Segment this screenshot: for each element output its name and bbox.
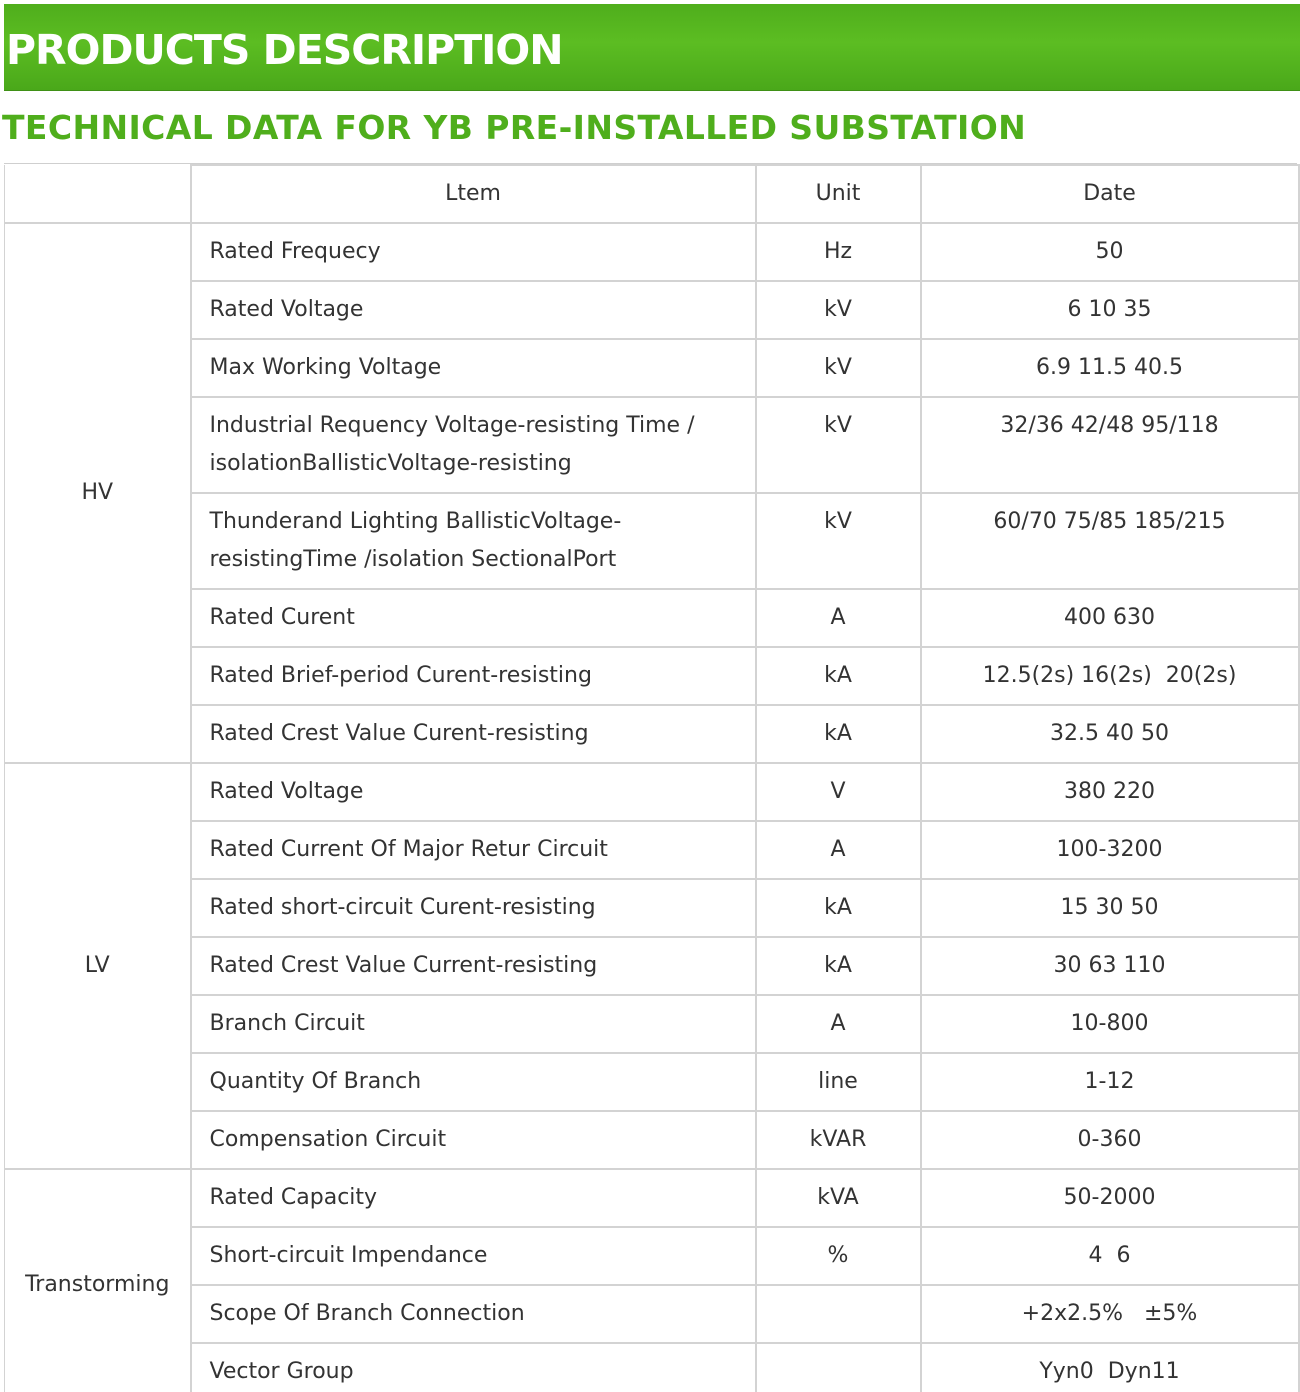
table-body: [5, 223, 1299, 1392]
table-row: [5, 647, 1299, 705]
value-cell: 380 220: [921, 763, 1299, 821]
products-banner: [4, 4, 1300, 91]
table-row: [5, 493, 1299, 589]
value-cell: +2x2.5% ±5%: [921, 1285, 1299, 1343]
unit-cell: kVAR: [756, 1111, 921, 1169]
unit-cell: [756, 1343, 921, 1392]
value-cell: 50-2000: [921, 1169, 1299, 1227]
table-row: [5, 589, 1299, 647]
item-cell: Vector Group: [191, 1343, 756, 1392]
value-cell: 60/70 75/85 185/215: [921, 493, 1299, 589]
table-row: [5, 995, 1299, 1053]
item-cell: Rated short-circuit Curent-resisting: [191, 879, 756, 937]
table-row: [5, 397, 1299, 493]
item-cell: Rated Crest Value Curent-resisting: [191, 705, 756, 763]
item-cell: Rated Voltage: [191, 763, 756, 821]
item-cell: Rated Curent: [191, 589, 756, 647]
unit-cell: A: [756, 995, 921, 1053]
item-cell: Industrial Requency Voltage-resisting Time / isolationBallisticVoltage-resisting: [191, 397, 756, 493]
value-cell: 100-3200: [921, 821, 1299, 879]
item-cell: Short-circuit Impendance: [191, 1227, 756, 1285]
value-cell: 1-12: [921, 1053, 1299, 1111]
column-header-item: Ltem: [191, 165, 756, 223]
table-row: [5, 1343, 1299, 1392]
unit-cell: V: [756, 763, 921, 821]
value-cell: 15 30 50: [921, 879, 1299, 937]
unit-cell: [756, 1285, 921, 1343]
table-row: [5, 281, 1299, 339]
table-row: [5, 1169, 1299, 1227]
group-header-cell: [5, 165, 191, 223]
unit-cell: kA: [756, 647, 921, 705]
unit-cell: kV: [756, 281, 921, 339]
group-label-transtorming: Transtorming: [5, 1169, 191, 1392]
unit-cell: A: [756, 821, 921, 879]
value-cell: 400 630: [921, 589, 1299, 647]
item-cell: Scope Of Branch Connection: [191, 1285, 756, 1343]
table-row: [5, 705, 1299, 763]
unit-cell: kA: [756, 879, 921, 937]
item-cell: Rated Current Of Major Retur Circuit: [191, 821, 756, 879]
table-row: [5, 1111, 1299, 1169]
unit-cell: kV: [756, 397, 921, 493]
table-row: [5, 1053, 1299, 1111]
item-cell: Quantity Of Branch: [191, 1053, 756, 1111]
group-label-hv: HV: [5, 223, 191, 763]
unit-cell: %: [756, 1227, 921, 1285]
item-cell: Rated Voltage: [191, 281, 756, 339]
item-cell: Branch Circuit: [191, 995, 756, 1053]
item-cell: Compensation Circuit: [191, 1111, 756, 1169]
table-row: [5, 763, 1299, 821]
value-cell: 30 63 110: [921, 937, 1299, 995]
value-cell: 32.5 40 50: [921, 705, 1299, 763]
value-cell: 4 6: [921, 1227, 1299, 1285]
unit-cell: A: [756, 589, 921, 647]
value-cell: 50: [921, 223, 1299, 281]
item-cell: Rated Crest Value Current-resisting: [191, 937, 756, 995]
table-row: [5, 1227, 1299, 1285]
unit-cell: kA: [756, 937, 921, 995]
unit-cell: kV: [756, 339, 921, 397]
table-row: [5, 937, 1299, 995]
item-cell: Rated Capacity: [191, 1169, 756, 1227]
unit-cell: kV: [756, 493, 921, 589]
table-header-row: [5, 165, 1299, 223]
column-header-unit: Unit: [756, 165, 921, 223]
technical-data-table: [4, 164, 1300, 1392]
unit-cell: line: [756, 1053, 921, 1111]
item-cell: Rated Brief-period Curent-resisting: [191, 647, 756, 705]
table-row: [5, 1285, 1299, 1343]
table-row: [5, 879, 1299, 937]
value-cell: 10-800: [921, 995, 1299, 1053]
unit-cell: kA: [756, 705, 921, 763]
value-cell: Yyn0 Dyn11: [921, 1343, 1299, 1392]
section-subtitle: TECHNICAL DATA FOR YB PRE-INSTALLED SUBSTATION: [2, 108, 1027, 147]
value-cell: 32/36 42/48 95/118: [921, 397, 1299, 493]
item-cell: Max Working Voltage: [191, 339, 756, 397]
value-cell: 12.5(2s) 16(2s) 20(2s): [921, 647, 1299, 705]
value-cell: 0-360: [921, 1111, 1299, 1169]
group-label-lv: LV: [5, 763, 191, 1169]
unit-cell: Hz: [756, 223, 921, 281]
unit-cell: kVA: [756, 1169, 921, 1227]
table-row: [5, 339, 1299, 397]
banner-title: PRODUCTS DESCRIPTION: [6, 26, 563, 74]
table-row: [5, 821, 1299, 879]
column-header-date: Date: [921, 165, 1299, 223]
value-cell: 6.9 11.5 40.5: [921, 339, 1299, 397]
item-cell: Rated Frequecy: [191, 223, 756, 281]
value-cell: 6 10 35: [921, 281, 1299, 339]
item-cell: Thunderand Lighting BallisticVoltage-resistingTime /isolation SectionalPort: [191, 493, 756, 589]
table-row: [5, 223, 1299, 281]
